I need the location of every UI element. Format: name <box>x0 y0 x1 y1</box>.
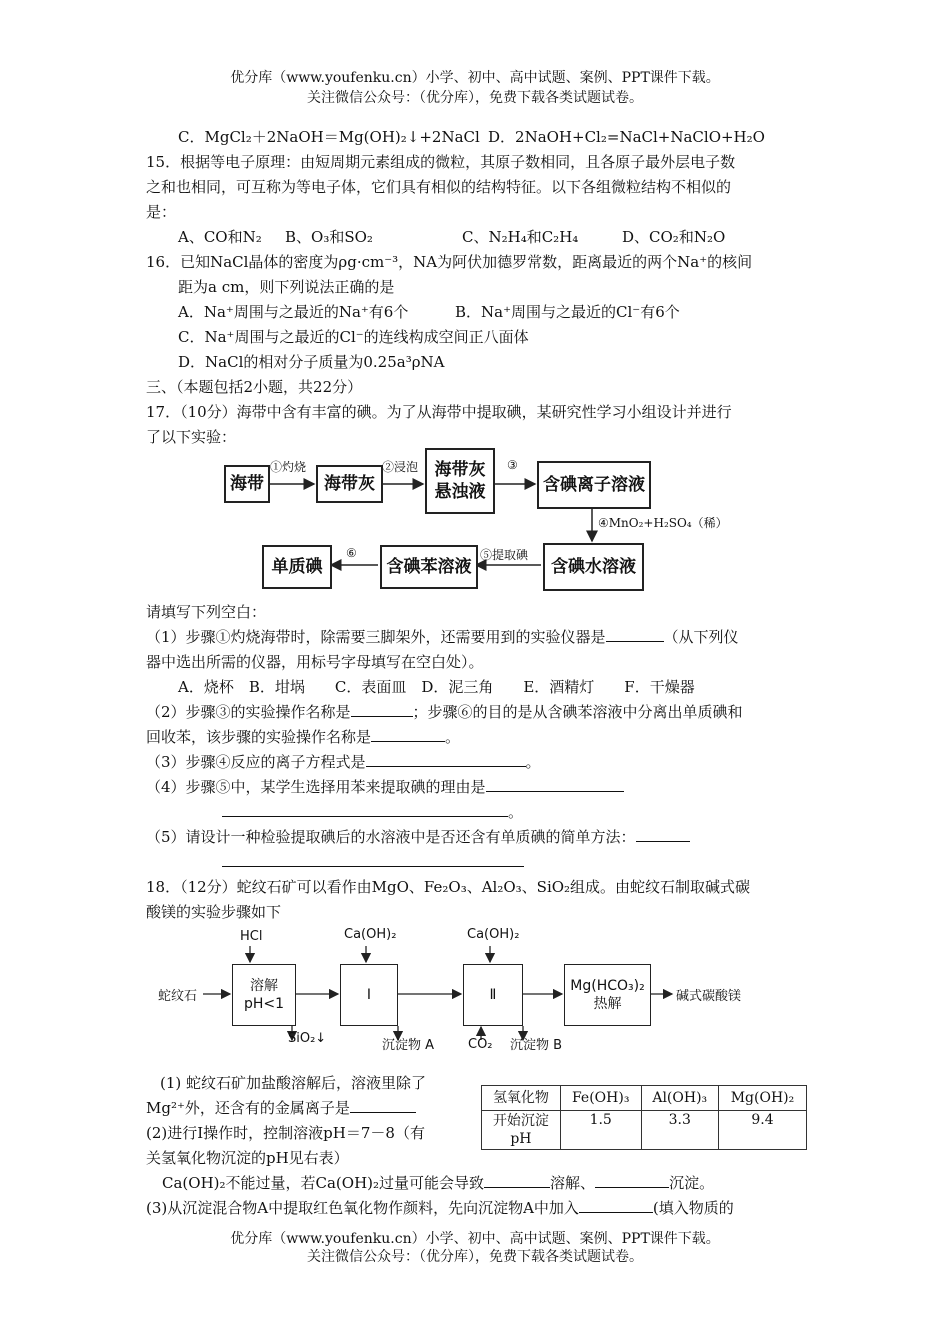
q17-p5-text-a: （5）请设计一种检验提取碘后的水溶液中是否还含有单质碘的简单方法： <box>146 828 636 846</box>
flow-box-iodine-water: 含碘水溶液 <box>543 543 644 591</box>
table-cell: 9.4 <box>718 1111 806 1150</box>
q18-p2-text-e: 沉淀。 <box>669 1174 715 1192</box>
q16-line-2: 距为a cm，则下列说法正确的是 <box>178 278 395 296</box>
q17-part-1-line-2: 器中选出所需的仪器，用标号字母填写在空白处）。 <box>146 653 484 671</box>
q17-line-2: 了以下实验： <box>146 428 237 446</box>
footer-line-1: 优分库（www.youfenku.cn）小学、初中、高中试题、案例、PPT课件下载。 <box>230 1231 720 1247</box>
flow-step-1: ①灼烧 <box>270 460 307 474</box>
table-cell: 1.5 <box>560 1111 641 1150</box>
table-row-label <box>482 1111 561 1150</box>
flow-box-elemental-iodine: 单质碘 <box>262 545 332 589</box>
flow-box-kelp: 海带 <box>224 465 270 503</box>
q16-option-d: D．NaCl的相对分子质量为0.25a³ρNA <box>178 353 445 371</box>
q14-option-c: C．MgCl₂＋2NaOH＝Mg(OH)₂↓+2NaCl <box>178 128 480 146</box>
q15-option-b: B、O₃和SO₂ <box>285 228 373 246</box>
q15-line-1: 15．根据等电子原理：由短周期元素组成的微粒，其原子数相同，且各原子最外层电子数 <box>146 153 736 171</box>
q18-part-3-line-1 <box>146 1198 734 1218</box>
q17-p2-text-a: （2）步骤③的实验操作名称是 <box>146 703 351 721</box>
q18-p2-blank-1[interactable] <box>484 1173 550 1188</box>
flow-caoh2-1: Ca(OH)₂ <box>344 927 397 942</box>
q16-line-1: 16．已知NaCl晶体的密度为ρg·cm⁻³，NA为阿伏加德罗常数，距离最近的两个Na⁺的核间 <box>146 253 753 271</box>
flow-sio2: SiO₂↓ <box>288 1031 327 1046</box>
flow-mg-hco3-label: Mg(HCO₃)₂ <box>570 978 645 994</box>
q17-p2-text-d: 。 <box>445 728 461 746</box>
flow-op1-box: Ⅰ <box>340 964 398 1026</box>
header-line-2: 关注微信公众号：（优分库），免费下载各类试题试卷。 <box>307 90 643 106</box>
q17-p3-text-b: 。 <box>525 753 541 771</box>
flow-step-4: ④MnO₂+H₂SO₄（稀） <box>598 516 728 530</box>
flow-caoh2-2: Ca(OH)₂ <box>467 927 520 942</box>
flow-precipitate-a: 沉淀物 A <box>382 1038 435 1053</box>
table-header-row <box>482 1086 807 1111</box>
q17-part-1-options: A．烧杯 B．坩埚 C．表面皿 D．泥三角 E．酒精灯 F．干燥器 <box>178 678 695 696</box>
q15-line-3: 是： <box>146 203 177 221</box>
flow-box-ash-suspension-l2: 悬浊液 <box>434 482 486 502</box>
q18-part-2-line-1: (2)进行Ⅰ操作时，控制溶液pH＝7－8（有 <box>146 1124 425 1142</box>
q17-p2-text-b: ；步骤⑥的目的是从含碘苯溶液中分离出单质碘和 <box>412 703 743 721</box>
table-row <box>482 1111 807 1150</box>
table-header-cell: Fe(OH)₃ <box>560 1086 641 1111</box>
q18-p1-blank[interactable] <box>350 1098 416 1113</box>
table-cell: 3.3 <box>641 1111 718 1150</box>
q18-line-1: 18．（12分）蛇纹石矿可以看作由MgO、Fe₂O₃、Al₂O₃、SiO₂组成。由蛇纹石制取碱式碳 <box>146 878 751 896</box>
q18-p1-text-b: Mg²⁺外，还含有的金属离子是 <box>146 1099 350 1117</box>
q17-p4-text-a: （4）步骤⑤中，某学生选择用苯来提取碘的理由是 <box>146 778 486 796</box>
table-row-label-line-1: 开始沉淀 <box>492 1113 549 1129</box>
flow-dissolve-box <box>232 964 296 1026</box>
q18-line-2: 酸镁的实验步骤如下 <box>146 903 282 921</box>
flow-op2-box: Ⅱ <box>463 964 523 1026</box>
flow-step-3: ③ <box>507 458 518 472</box>
q15-option-a: A、CO和N₂ <box>178 228 262 246</box>
q18-part-1-line-2 <box>146 1098 416 1118</box>
flow-box-iodine-benzene: 含碘苯溶液 <box>380 545 478 589</box>
flow-box-iodide-solution: 含碘离子溶液 <box>537 461 651 509</box>
hydroxide-ph-table <box>481 1085 807 1150</box>
q15-option-d: D、CO₂和N₂O <box>622 228 726 246</box>
flow-step-5: ⑤提取碘 <box>480 548 529 562</box>
q16-option-b: B．Na⁺周围与之最近的Cl⁻有6个 <box>455 303 680 321</box>
flow-dissolve-label: 溶解 <box>250 978 278 994</box>
q14-option-d: D．2NaOH+Cl₂=NaCl+NaClO+H₂O <box>488 128 765 146</box>
flow-box-kelp-ash: 海带灰 <box>316 465 383 503</box>
header-line-1: 优分库（www.youfenku.cn）小学、初中、高中试题、案例、PPT课件下载。 <box>230 70 720 86</box>
section-3-heading: 三、（本题包括2小题，共22分） <box>146 378 363 396</box>
q15-line-2: 之和也相同，可互称为等电子体，它们具有相似的结构特征。以下各组微粒结构不相似的 <box>146 178 732 196</box>
flow-co2: CO₂ <box>468 1037 493 1052</box>
flow-step-2: ②浸泡 <box>382 460 419 474</box>
q16-option-a: A．Na⁺周围与之最近的Na⁺有6个 <box>178 303 409 321</box>
q17-p1-text-b: （从下列仪 <box>663 628 739 646</box>
q18-p2-blank-2[interactable] <box>595 1173 669 1188</box>
q18-p2-text-d: 溶解、 <box>550 1174 596 1192</box>
flow-serpentine: 蛇纹石 <box>158 989 198 1004</box>
q15-option-c: C、N₂H₄和C₂H₄ <box>462 228 579 246</box>
q18-p2-text-c: Ca(OH)₂不能过量，若Ca(OH)₂过量可能会导致 <box>162 1174 485 1192</box>
flow-step-6: ⑥ <box>346 546 357 560</box>
flow-ph-label: pH<1 <box>243 996 285 1012</box>
flow-basic-mg-carbonate: 碱式碳酸镁 <box>676 989 742 1004</box>
q17-p2-text-c: 回收苯，该步骤的实验操作名称是 <box>146 728 372 746</box>
q17-line-1: 17．（10分）海带中含有丰富的碘。为了从海带中提取碘，某研究性学习小组设计并进行 <box>146 403 732 421</box>
footer-line-2: 关注微信公众号：（优分库），免费下载各类试题试卷。 <box>307 1249 643 1265</box>
table-header-cell: Mg(OH)₂ <box>718 1086 806 1111</box>
q18-p3-text-b: (填入物质的 <box>652 1199 734 1217</box>
flow-precipitate-b: 沉淀物 B <box>510 1038 563 1053</box>
q16-option-c: C．Na⁺周围与之最近的Cl⁻的连线构成空间正八面体 <box>178 328 529 346</box>
q18-part-2-line-3 <box>162 1173 714 1193</box>
q18-p3-text-a: (3)从沉淀混合物A中提取红色氧化物作颜料，先向沉淀物A中加入 <box>146 1199 579 1217</box>
table-row-label-line-2: pH <box>510 1131 532 1147</box>
q18-p3-blank[interactable] <box>579 1198 653 1213</box>
q18-part-1-line-1: (1) 蛇纹石矿加盐酸溶解后，溶液里除了 <box>160 1074 427 1092</box>
flow-hcl: HCl <box>240 929 263 944</box>
q17-fill-prompt: 请填写下列空白： <box>146 603 267 621</box>
flow-box-ash-suspension-l1: 海带灰 <box>434 460 486 480</box>
q17-p1-text-a: （1）步骤①灼烧海带时，除需要三脚架外，还需要用到的实验仪器是 <box>146 628 606 646</box>
table-header-cell: 氢氧化物 <box>482 1086 561 1111</box>
q18-part-2-line-2: 关氢氧化物沉淀的pH见右表） <box>146 1149 349 1167</box>
table-header-cell: Al(OH)₃ <box>641 1086 718 1111</box>
flow-mg-hco3-box <box>564 964 651 1026</box>
q17-p3-text-a: （3）步骤④反应的离子方程式是 <box>146 753 366 771</box>
q17-p4-text-b: 。 <box>508 803 524 821</box>
flow-pyrolysis-label: 热解 <box>593 996 622 1012</box>
